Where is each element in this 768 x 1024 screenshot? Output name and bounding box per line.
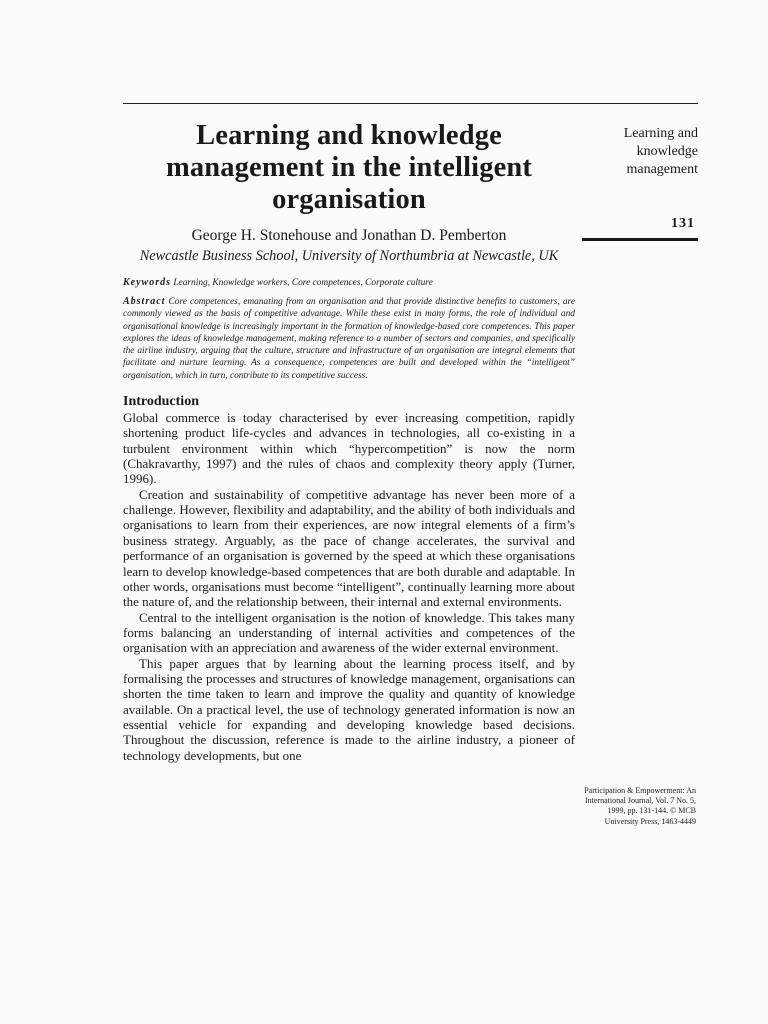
introduction-heading: Introduction [123, 394, 199, 410]
article-authors: George H. Stonehouse and Jonathan D. Pemberton [191, 227, 507, 244]
running-title-line-2: knowledge [636, 144, 698, 159]
article-title [123, 120, 575, 216]
author-affiliation: Newcastle Business School, University of Northumbria at Newcastle, UK [139, 248, 559, 264]
journal-line-4: University Press, 1463-4449 [604, 816, 696, 826]
title-line-1: Learning and knowledge [196, 120, 502, 151]
title-line-2: management in the intelligent [165, 152, 533, 183]
journal-line-2: International Journal, Vol. 7 No. 5, [584, 796, 696, 806]
paragraph: Creation and sustainability of competitive advantage has never been more of a challenge. However, flexibility and adaptability, and the ability of both individuals and organisations to learn from their experiences, are now integral elements of a firm’s business strategy. Arguably, as the pace of change accelerates, the survival and performance of an organisation is governed by the speed at which these organisations learn to develop knowledge-based competences that are both durable and adaptable. In other words, organisations must become “intelligent”, continually learning more about the nature of, and the relationship between, their internal and external environments. [123, 486, 575, 610]
journal-line-1: Participation & Empowerment: An [584, 786, 696, 795]
article-main-column [123, 120, 575, 763]
top-rule [123, 103, 698, 104]
running-title-line-1: Learning and [623, 126, 698, 141]
journal-line-3: 1999, pp. 131-144. © MCB [607, 806, 696, 816]
abstract-text: Core competences, emanating from an organisation and that provide distinctive benefits to customers, are commonly viewed as the basis of competitive advantage. While these exist in many forms, the role of individual and organisational knowledge is increasingly important in the formation of knowledge-based core competences. This paper explores the ideas of knowledge management, making reference to a number of sectors and companies, and specifically the airline industry, arguing that the culture, structure and infrastructure of an organisation are integral elements that facilitate and nurture learning. As a consequence, competences are built and developed within the “intelligent” organisation, which in turn, contribute to its competitive success. [123, 297, 575, 381]
paragraph: Central to the intelligent organisation is the notion of knowledge. This takes many forms balancing an understanding of internal activities and competences of the organisation with an appreciation and awareness of the wider external environment. [123, 609, 575, 656]
page-number: 131 [671, 216, 695, 231]
journal-citation [582, 786, 696, 827]
paragraph: This paper argues that by learning about the learning process itself, and by formalising the processes and structures of knowledge management, organisations can shorten the time taken to learn and improve the quality and quantity of knowledge available. On a practical level, the use of technology generated information is now an essential vehicle for expanding and developing knowledge based decisions. Throughout the discussion, reference is made to the airline industry, a pioneer of technology developments, but one [123, 655, 575, 763]
running-title [582, 125, 698, 179]
keywords-section [123, 277, 575, 289]
abstract-section [123, 296, 575, 382]
title-line-3: organisation [272, 184, 426, 215]
keywords-text: Learning, Knowledge workers, Core competences, Corporate culture [173, 278, 433, 288]
introduction-body [123, 410, 575, 763]
keywords-label: Keywords [123, 277, 171, 288]
running-title-line-3: management [626, 162, 698, 177]
paragraph: Global commerce is today characterised by ever increasing competition, rapidly shortening product life-cycles and advances in technologies, all co-existing in a turbulent environment within which “hypercompetition” is now the norm (Chakravarthy, 1997) and the rules of chaos and complexity theory apply (Turner, 1996). [123, 410, 575, 487]
page-number-rule [582, 238, 698, 241]
abstract-label: Abstract [123, 296, 166, 307]
